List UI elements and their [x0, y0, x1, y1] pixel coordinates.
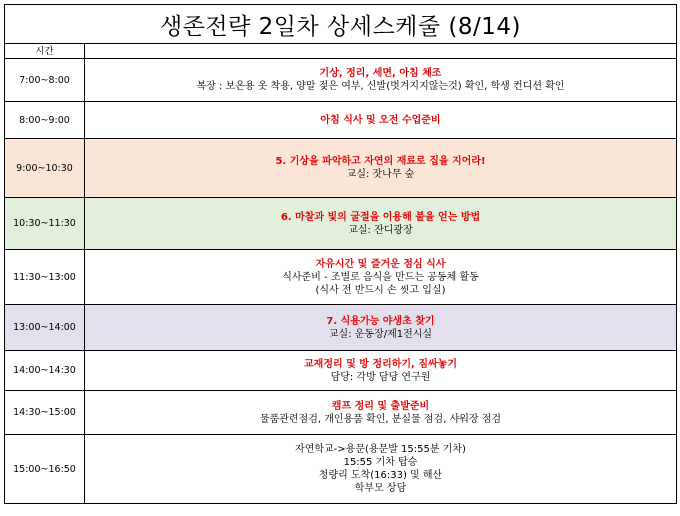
activity-detail: 식사준비 - 조별로 음식을 만드는 공동체 활동 [282, 271, 479, 283]
activity-detail: 학부모 상담 [354, 483, 407, 494]
activity-cell [85, 59, 677, 102]
activity-detail: 자연학교->용문(용문발 15:55분 기차) [295, 444, 466, 455]
time-slot: 11:30~13:00 [5, 250, 85, 305]
title-row [5, 5, 677, 44]
time-slot: 14:00~14:30 [5, 351, 85, 391]
time-slot: 13:00~14:00 [5, 305, 85, 351]
schedule-row [5, 139, 677, 198]
time-slot: 9:00~10:30 [5, 139, 85, 198]
schedule-row [5, 391, 677, 435]
activity-cell [85, 305, 677, 351]
schedule-row [5, 102, 677, 139]
activity-detail: 청량리 도착(16:33) 및 해산 [318, 470, 443, 481]
activity-detail: 15:55 기차 탑승 [343, 457, 418, 468]
activity-title: 아침 식사 및 오전 수업준비 [320, 114, 441, 126]
time-slot: 7:00~8:00 [5, 59, 85, 102]
activity-staff: 담당: 각방 담당 연구원 [330, 371, 431, 383]
content-column-header [85, 44, 677, 59]
schedule-row [5, 435, 677, 504]
activity-title: 교재정리 및 방 정리하기, 짐싸놓기 [304, 358, 457, 370]
activity-location: 교실: 잔디광장 [348, 224, 413, 236]
header-row [5, 44, 677, 59]
activity-cell [85, 139, 677, 198]
activity-title: 6. 마찰과 빛의 굴절을 이용해 불을 얻는 방법 [280, 211, 481, 223]
time-column-header: 시간 [5, 44, 85, 59]
schedule-row [5, 305, 677, 351]
time-slot: 14:30~15:00 [5, 391, 85, 435]
activity-title: 기상, 정리, 세면, 아침 체조 [319, 68, 442, 79]
activity-cell [85, 391, 677, 435]
activity-title: 자유시간 및 즐거운 점심 식사 [315, 258, 446, 270]
activity-title: 7. 식용가능 야생초 찾기 [326, 315, 435, 327]
schedule-row [5, 250, 677, 305]
activity-cell [85, 198, 677, 250]
activity-cell [85, 250, 677, 305]
activity-cell [85, 435, 677, 504]
schedule-row [5, 351, 677, 391]
schedule-row [5, 198, 677, 250]
activity-title: 5. 기상을 파악하고 자연의 재료로 집을 지어라! [275, 156, 486, 167]
activity-note: (식사 전 반드시 손 씻고 입실) [315, 284, 446, 296]
schedule-row [5, 59, 677, 102]
page-title: 생존전략 2일차 상세스케줄 (8/14) [5, 5, 677, 44]
activity-detail: 복장 : 보온용 옷 착용, 양말 젖은 여부, 신발(벗겨지지않는것) 확인, 학생 컨디션 확인 [196, 81, 565, 92]
activity-location: 교실: 운동장/제1전시실 [328, 328, 433, 340]
time-slot: 15:00~16:50 [5, 435, 85, 504]
activity-location: 교실: 잣나무 숲 [346, 169, 415, 180]
activity-cell [85, 351, 677, 391]
schedule-table [4, 4, 677, 504]
activity-title: 캠프 정리 및 출발준비 [331, 400, 430, 412]
time-slot: 10:30~11:30 [5, 198, 85, 250]
activity-cell [85, 102, 677, 139]
activity-detail: 물품관련점검, 개인용품 확인, 분실물 점검, 샤워장 점검 [259, 413, 502, 425]
time-slot: 8:00~9:00 [5, 102, 85, 139]
